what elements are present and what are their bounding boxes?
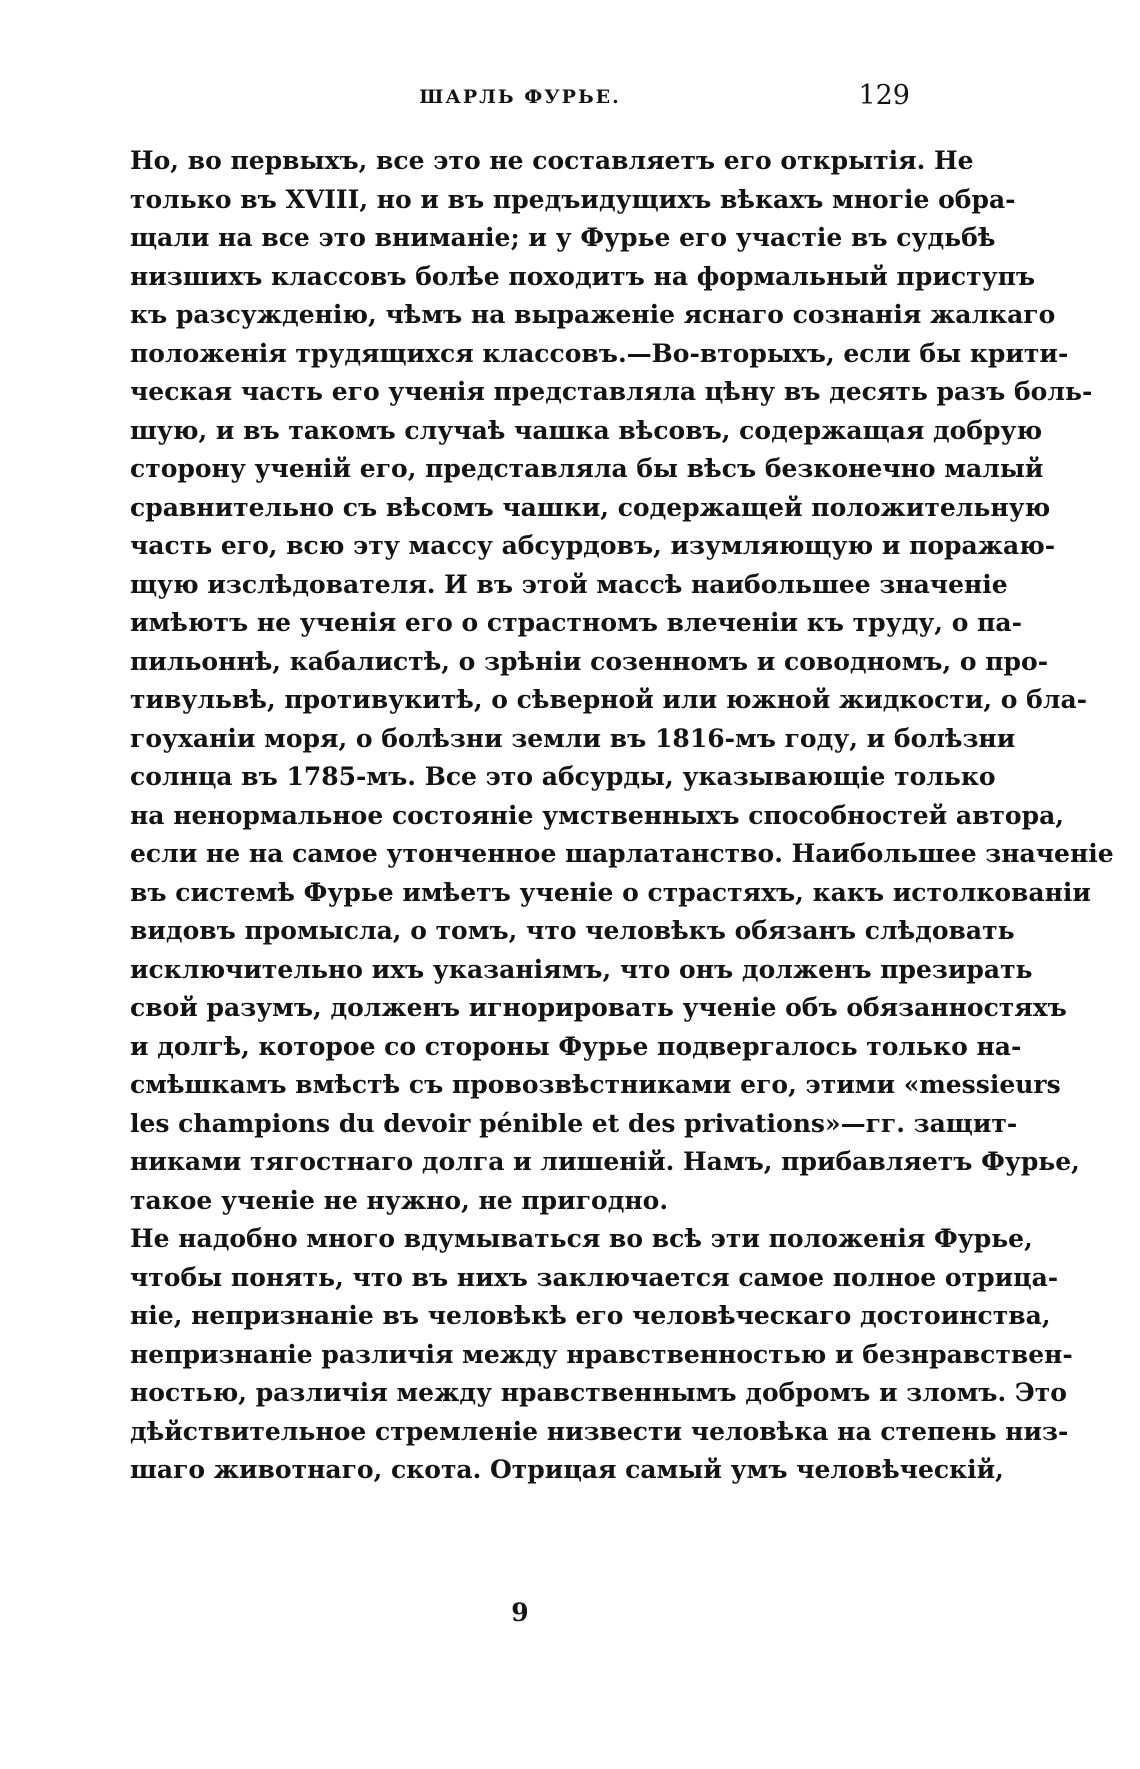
text-line: Не надобно много вдумываться во всѣ эти положенія Фурье,	[130, 1224, 1033, 1253]
text-line: видовъ промысла, о томъ, что человѣкъ обязанъ слѣдовать	[130, 916, 1015, 945]
text-line: свой разумъ, долженъ игнорировать ученіе объ обязанностяхъ	[130, 993, 1067, 1022]
text-line: часть его, всю эту массу абсурдовъ, изумляющую и поражаю-	[130, 531, 1056, 560]
text-line: низшихъ классовъ болѣе походитъ на формальный приступъ	[130, 261, 1036, 291]
text-line: пильоннѣ, кабалистѣ, о зрѣніи созенномъ и соводномъ, о про-	[130, 646, 1049, 676]
paragraph	[130, 1220, 1073, 1490]
text-line: солнца въ 1785-мъ. Все это абсурды, указывающіе только	[130, 762, 996, 791]
text-line: къ разсужденію, чѣмъ на выраженіе яснаго сознанія жалкаго	[130, 300, 1056, 329]
text-line: положенія трудящихся классовъ.—Во-вторыхъ, если бы крити-	[130, 338, 1069, 368]
text-line: только въ XVIII, но и въ предъидущихъ вѣкахъ многіе обра-	[130, 184, 1016, 214]
text-line: щую изслѣдователя. И въ этой массѣ наибольшее значеніе	[130, 569, 1008, 599]
text-line: смѣшкамъ вмѣстѣ съ провозвѣстниками его, этими «messieurs	[130, 1070, 1061, 1099]
text-line: чтобы понять, что въ нихъ заключается самое полное отрица-	[130, 1262, 1059, 1292]
text-line: ніе, непризнаніе въ человѣкѣ его человѣческаго достоинства,	[130, 1301, 1051, 1330]
running-title: ШАРЛЬ ФУРЬЕ.	[419, 86, 621, 108]
text-line: ческая часть его ученія представляла цѣну въ десять разъ боль-	[130, 377, 1093, 406]
text-line: щали на все это вниманіе; и у Фурье его участіе въ судьбѣ	[130, 223, 996, 252]
text-line: сравнительно съ вѣсомъ чашки, содержащей положительную	[130, 492, 1051, 522]
text-line: имѣютъ не ученія его о страстномъ влеченіи къ труду, о па-	[130, 608, 1022, 637]
text-line: тивульвѣ, противукитѣ, о сѣверной или южной жидкости, о бла-	[130, 685, 1088, 714]
text-line: такое ученіе не нужно, не пригодно.	[130, 1185, 669, 1215]
text-line: никами тягостнаго долга и лишеній. Намъ, прибавляетъ Фурье,	[130, 1147, 1080, 1176]
text-line: шую, и въ такомъ случаѣ чашка вѣсовъ, содержащая добрую	[130, 415, 1043, 445]
paragraph	[130, 142, 1114, 1220]
page-number: 129	[858, 80, 910, 111]
running-head	[130, 80, 910, 120]
signature-mark: 9	[511, 1598, 529, 1627]
text-line: непризнаніе различія между нравственностью и безнравствен-	[130, 1339, 1073, 1369]
text-line: ностью, различія между нравственнымъ добромъ и зломъ. Это	[130, 1378, 1067, 1407]
text-line: шаго животнаго, скота. Отрицая самый умъ человѣческій,	[130, 1455, 1004, 1484]
text-line: сторону ученій его, представляла бы вѣсъ безконечно малый	[130, 454, 1044, 483]
text-line: если не на самое утонченное шарлатанство. Наибольшее значеніе	[130, 839, 1114, 868]
text-line: на ненормальное состояніе умственныхъ способностей автора,	[130, 800, 1064, 830]
text-line: Но, во первыхъ, все это не составляетъ его открытія. Не	[130, 146, 974, 175]
text-line: les champions du devoir pénible et des privations»—гг. защит-	[130, 1108, 1018, 1138]
text-line: гоуханіи моря, о болѣзни земли въ 1816-мъ году, и болѣзни	[130, 723, 1016, 753]
text-line: и долгѣ, которое со стороны Фурье подвергалось только на-	[130, 1031, 1022, 1061]
body-text	[130, 142, 1114, 1490]
text-line: исключительно ихъ указаніямъ, что онъ долженъ презирать	[130, 954, 1033, 984]
text-line: въ системѣ Фурье имѣетъ ученіе о страстяхъ, какъ истолкованіи	[130, 877, 1091, 907]
text-line: дѣйствительное стремленіе низвести человѣка на степень низ-	[130, 1416, 1069, 1446]
